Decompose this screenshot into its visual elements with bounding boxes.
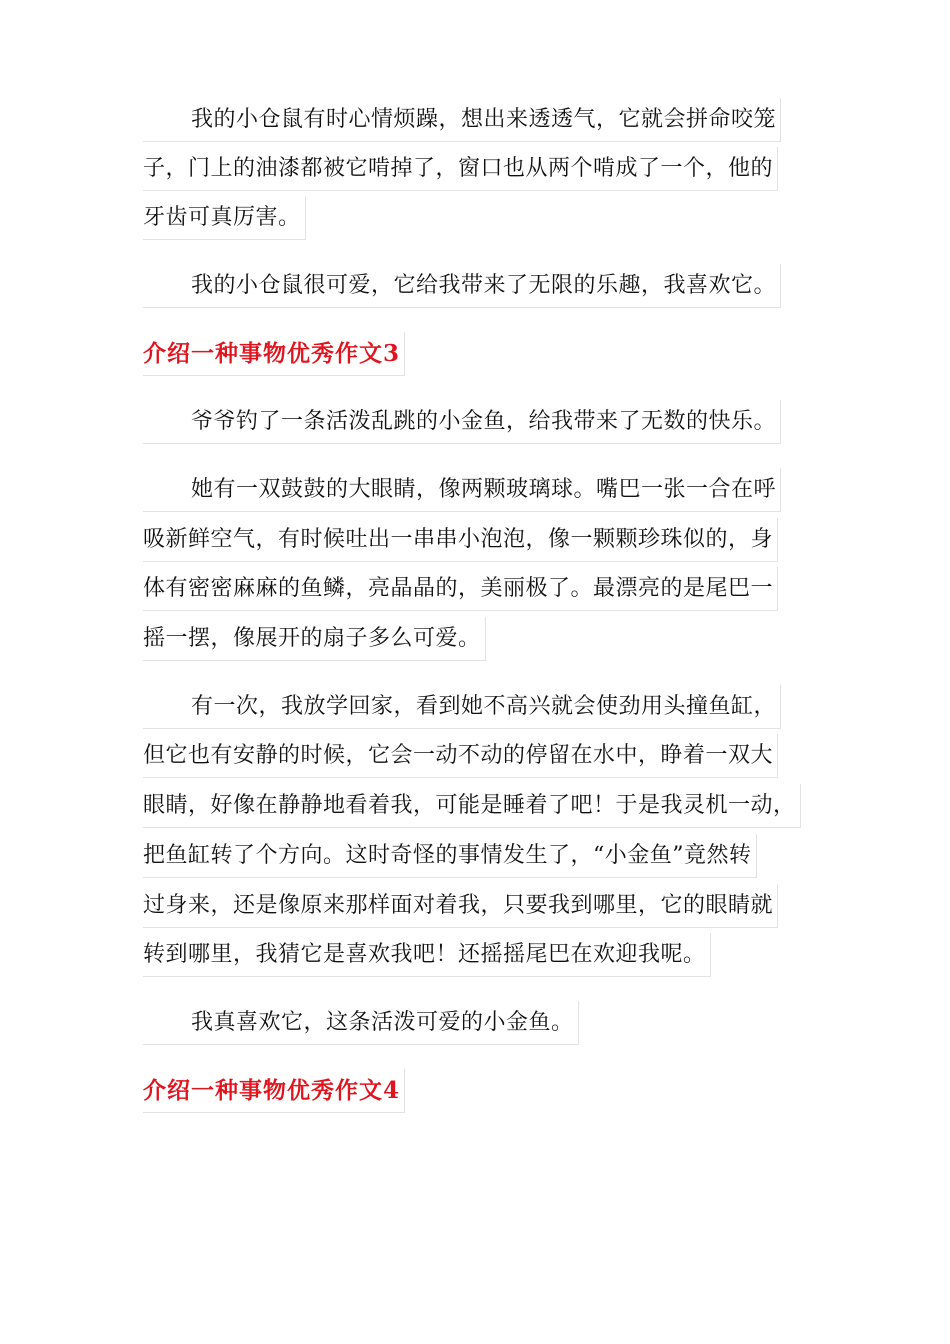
paragraph-line: 我的小仓鼠很可爱，它给我带来了无限的乐趣，我喜欢它。 <box>143 264 781 308</box>
paragraph-line: 把鱼缸转了个方向。这时奇怪的事情发生了，“小金鱼”竟然转 <box>143 834 757 878</box>
paragraph-line: 爷爷钓了一条活泼乱跳的小金鱼，给我带来了无数的快乐。 <box>143 400 781 444</box>
paragraph-line: 转到哪里，我猜它是喜欢我吧！还摇摇尾巴在欢迎我呢。 <box>143 933 711 977</box>
paragraph-line: 我真喜欢它，这条活泼可爱的小金鱼。 <box>143 1001 579 1045</box>
paragraph-line: 我的小仓鼠有时心情烦躁，想出来透透气，它就会拼命咬笼 <box>143 98 781 142</box>
section-heading-3: 介绍一种事物优秀作文3 <box>143 332 405 376</box>
paragraph-line: 但它也有安静的时候，它会一动不动的停留在水中，睁着一双大 <box>143 734 778 778</box>
paragraph-line: 有一次，我放学回家，看到她不高兴就会使劲用头撞鱼缸， <box>143 685 781 729</box>
paragraph-line: 牙齿可真厉害。 <box>143 196 306 240</box>
section-heading-4: 介绍一种事物优秀作文4 <box>143 1069 405 1113</box>
paragraph-line: 过身来，还是像原来那样面对着我，只要我到哪里，它的眼睛就 <box>143 884 778 928</box>
paragraph-line: 摇一摆，像展开的扇子多么可爱。 <box>143 617 486 661</box>
paragraph-line: 子，门上的油漆都被它啃掉了，窗口也从两个啃成了一个，他的 <box>143 147 778 191</box>
paragraph-line: 眼睛，好像在静静地看着我，可能是睡着了吧！于是我灵机一动， <box>143 784 801 828</box>
paragraph-line: 吸新鲜空气，有时候吐出一串串小泡泡，像一颗颗珍珠似的，身 <box>143 518 778 562</box>
paragraph-line: 她有一双鼓鼓的大眼睛，像两颗玻璃球。嘴巴一张一合在呼 <box>143 468 781 512</box>
paragraph-line: 体有密密麻麻的鱼鳞，亮晶晶的，美丽极了。最漂亮的是尾巴一 <box>143 567 778 611</box>
